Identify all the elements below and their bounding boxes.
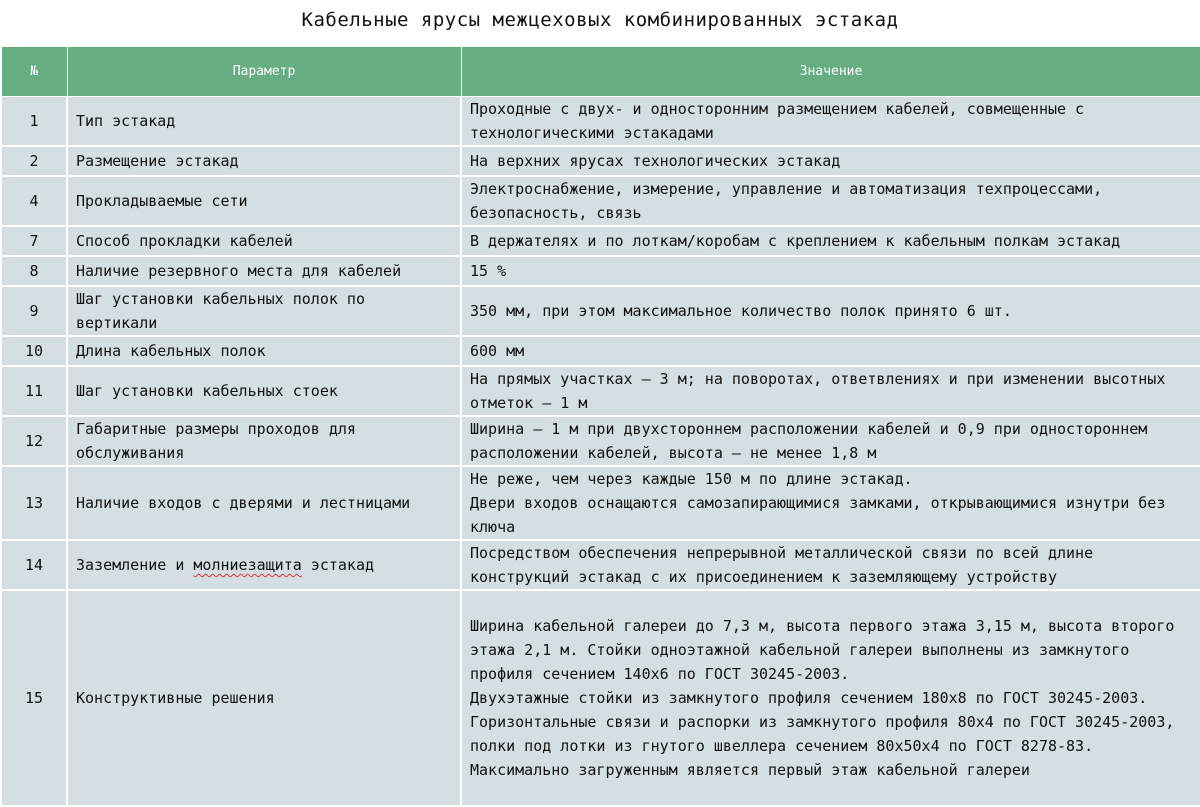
row-number: 10 [1, 336, 67, 366]
table-row [1, 226, 1200, 256]
row-value: Посредством обеспечения непрерывной металлической связи по всей длине конструкций эстакад с их присоединением к заземляющему устройству [461, 540, 1200, 590]
row-number: 7 [1, 226, 67, 256]
row-value: 600 мм [461, 336, 1200, 366]
row-value [461, 466, 1200, 540]
row-parameter: Габаритные размеры проходов для обслуживания [67, 416, 461, 466]
value-line: Двери входов оснащаются самозапирающимися замками, открывающимися изнутри без ключа [470, 494, 1166, 536]
value-line: Горизонтальные связи и распорки из замкнутого профиля 80х4 по ГОСТ 30245-2003, полки под лотки из гнутого швеллера сечением 80х50х4 по ГОСТ 8278-83. [470, 713, 1175, 755]
table-row [1, 336, 1200, 366]
column-header-value: Значение [461, 47, 1200, 97]
row-value: Проходные с двух- и односторонним размещением кабелей, совмещенные с технологическими эстакадами [461, 97, 1200, 147]
row-number: 14 [1, 540, 67, 590]
table-row [1, 256, 1200, 286]
row-parameter: Наличие резервного места для кабелей [67, 256, 461, 286]
value-line: Ширина кабельной галереи до 7,3 м, высота первого этажа 3,15 м, высота второго этажа 2,1 м. Стойки одноэтажной кабельной галереи выполнены из замкнутого профиля сечением 140х6 по ГОСТ 30245-2003. [470, 617, 1175, 683]
table-row [1, 416, 1200, 466]
parameters-table [0, 46, 1200, 807]
row-number: 8 [1, 256, 67, 286]
row-parameter-text: Заземление и [76, 556, 194, 574]
row-parameter: Способ прокладки кабелей [67, 226, 461, 256]
table-row [1, 540, 1200, 590]
row-number: 4 [1, 176, 67, 226]
row-number: 15 [1, 590, 67, 806]
table-row [1, 286, 1200, 336]
row-value: В держателях и по лоткам/коробам с креплением к кабельным полкам эстакад [461, 226, 1200, 256]
row-value [461, 590, 1200, 806]
column-header-parameter: Параметр [67, 47, 461, 97]
row-parameter: Длина кабельных полок [67, 336, 461, 366]
row-value: Ширина – 1 м при двухстороннем расположении кабелей и 0,9 при одностороннем расположении кабелей, высота – не менее 1,8 м [461, 416, 1200, 466]
row-number: 12 [1, 416, 67, 466]
row-value: 350 мм, при этом максимальное количество полок принято 6 шт. [461, 286, 1200, 336]
table-row [1, 366, 1200, 416]
row-number: 13 [1, 466, 67, 540]
row-parameter [67, 540, 461, 590]
row-value: 15 % [461, 256, 1200, 286]
row-parameter: Тип эстакад [67, 97, 461, 147]
table-header-row [1, 47, 1200, 97]
row-number: 11 [1, 366, 67, 416]
table-row [1, 466, 1200, 540]
row-value: Электроснабжение, измерение, управление и автоматизация техпроцессами, безопасность, связь [461, 176, 1200, 226]
row-number: 2 [1, 146, 67, 176]
table-row [1, 146, 1200, 176]
column-header-number: № [1, 47, 67, 97]
row-parameter: Размещение эстакад [67, 146, 461, 176]
row-number: 1 [1, 97, 67, 147]
row-parameter: Конструктивные решения [67, 590, 461, 806]
row-parameter: Наличие входов с дверями и лестницами [67, 466, 461, 540]
row-number: 9 [1, 286, 67, 336]
spellcheck-underlined-word: молниезащита [193, 556, 302, 574]
table-row [1, 176, 1200, 226]
value-line: Максимально загруженным является первый этаж кабельной галереи [470, 761, 1030, 779]
row-parameter: Шаг установки кабельных полок по вертикали [67, 286, 461, 336]
page-title: Кабельные ярусы межцеховых комбинированных эстакад [301, 9, 899, 31]
row-value: На прямых участках – 3 м; на поворотах, ответвлениях и при изменении высотных отметок – 1 м [461, 366, 1200, 416]
table-row [1, 97, 1200, 147]
row-parameter: Шаг установки кабельных стоек [67, 366, 461, 416]
table-row [1, 590, 1200, 806]
value-line: Двухэтажные стойки из замкнутого профиля сечением 180х8 по ГОСТ 30245-2003. [470, 689, 1148, 707]
row-parameter-text: эстакад [301, 556, 375, 574]
value-line: Не реже, чем через каждые 150 м по длине эстакад. [470, 470, 913, 488]
row-parameter: Прокладываемые сети [67, 176, 461, 226]
row-value: На верхних ярусах технологических эстакад [461, 146, 1200, 176]
